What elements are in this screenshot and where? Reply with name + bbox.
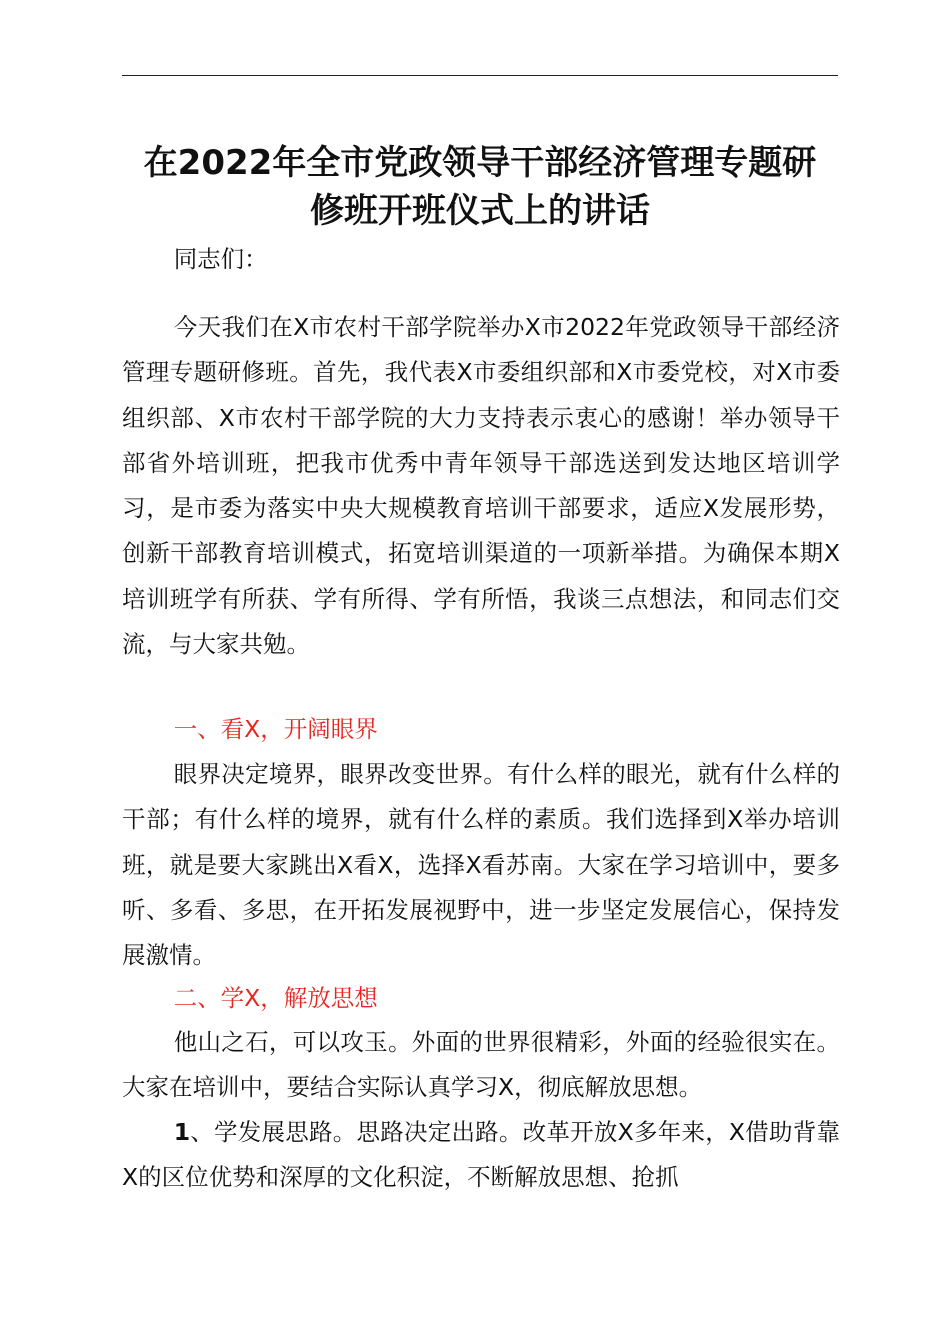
title-prefix: 在 <box>143 143 178 183</box>
salutation: 同志们： <box>173 245 268 273</box>
section1-body: 眼界决定境界，眼界改变世界。有什么样的眼光，就有什么样的干部；有什么样的境界，就有什么样的素质。我们选择到X举办培训班，就是要大家跳出X看X，选择X看苏南。大家在学习培训中，要多听、多看、多思，在开拓发展视野中，进一步坚定发展信心，保持发展激情。 <box>122 760 840 970</box>
header-rule <box>122 75 838 76</box>
intro-paragraph: 今天我们在X市农村干部学院举办X市2022年党政领导干部经济管理专题研修班。首先，我代表X市委组织部和X市委党校，对X市委组织部、X市农村干部学院的大力支持表示衷心的感谢！举办领导干部省外培训班，把我市优秀中青年领导干部选送到发达地区培训学习，是市委为落实中央大规模教育培训干部要求，适应X发展形势，创新干部教育培训模式，拓宽培训渠道的一项新举措。为确保本期X培训班学有所获、学有所得、学有所悟，我谈三点想法，和同志们交流，与大家共勉。 <box>122 313 840 659</box>
section2-heading: 二、学X，解放思想 <box>173 984 378 1012</box>
section1-heading: 一、看X，开阔眼界 <box>173 715 378 743</box>
point1-paragraph <box>122 1110 840 1201</box>
section2-body: 他山之石，可以攻玉。外面的世界很精彩，外面的经验很实在。大家在培训中，要结合实际认真学习X，彻底解放思想。 <box>122 1028 840 1102</box>
document-title-line2: 修班开班仪式上的讲话 <box>310 191 650 231</box>
point1-text: 、学发展思路。思路决定出路。改革开放X多年来，X借助背靠X的区位优势和深厚的文化积淀，不断解放思想、抢抓 <box>122 1118 840 1192</box>
title-rest: 年全市党政领导干部经济管理专题研 <box>272 143 817 183</box>
title-year: 2022 <box>177 143 273 183</box>
document-title-line1 <box>100 139 860 187</box>
point1-number: 1 <box>173 1118 191 1146</box>
